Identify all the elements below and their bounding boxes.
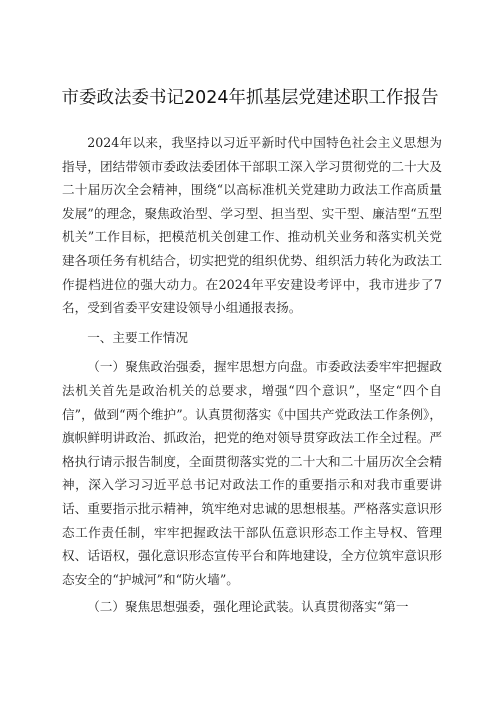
document-title: 市委政法委书记2024年抓基层党建述职工作报告 [61, 88, 439, 108]
paragraph-political: （一）聚焦政治强委，握牢思想方向盘。市委政法委牢牢把握政法机关首先是政治机关的总要求，增强“四个意识”，坚定“四个自信”，做到“两个维护”。认真贯彻落实《中国共产党政法工作条例》，旗帜鲜明讲政治、抓政治，把党的绝对领导贯穿政法工作全过程。严格执行请示报告制度，全面贯彻落实党的二十大和二十届历次全会精神，深入学习习近平总书记对政法工作的重要指示和对我市重要讲话、重要指示批示精神，筑牢绝对忠诚的思想根基。严格落实意识形态工作责任制，牢牢把握政法干部队伍意识形态工作主导权、管理权、话语权，强化意识形态宣传平台和阵地建设，全方位筑牢意识形态安全的“护城河”和“防火墙”。 [62, 359, 442, 587]
section-heading: 一、主要工作情况 [87, 329, 188, 345]
paragraph-ideological: （二）聚焦思想强委，强化理论武装。认真贯彻落实“第一 [87, 599, 409, 615]
paragraph-intro: 2024年以来，我坚持以习近平新时代中国特色社会主义思想为指导，团结带领市委政法委团体干部职工深入学习贯彻党的二十大及二十届历次全会精神，围绕“以高标准机关党建助力政法工作高质量发展”的理念，聚焦政治型、学习型、担当型、实干型、廉洁型“五型机关”工作目标，把模范机关创建工作、推动机关业务和落实机关党建各项任务有机结合，切实把党的组织优势、组织活力转化为政法工作提档进位的强大动力。在2024年平安建设考评中，我市进步了7名，受到省委平安建设领导小组通报表扬。 [62, 135, 442, 316]
document-body [62, 131, 442, 619]
